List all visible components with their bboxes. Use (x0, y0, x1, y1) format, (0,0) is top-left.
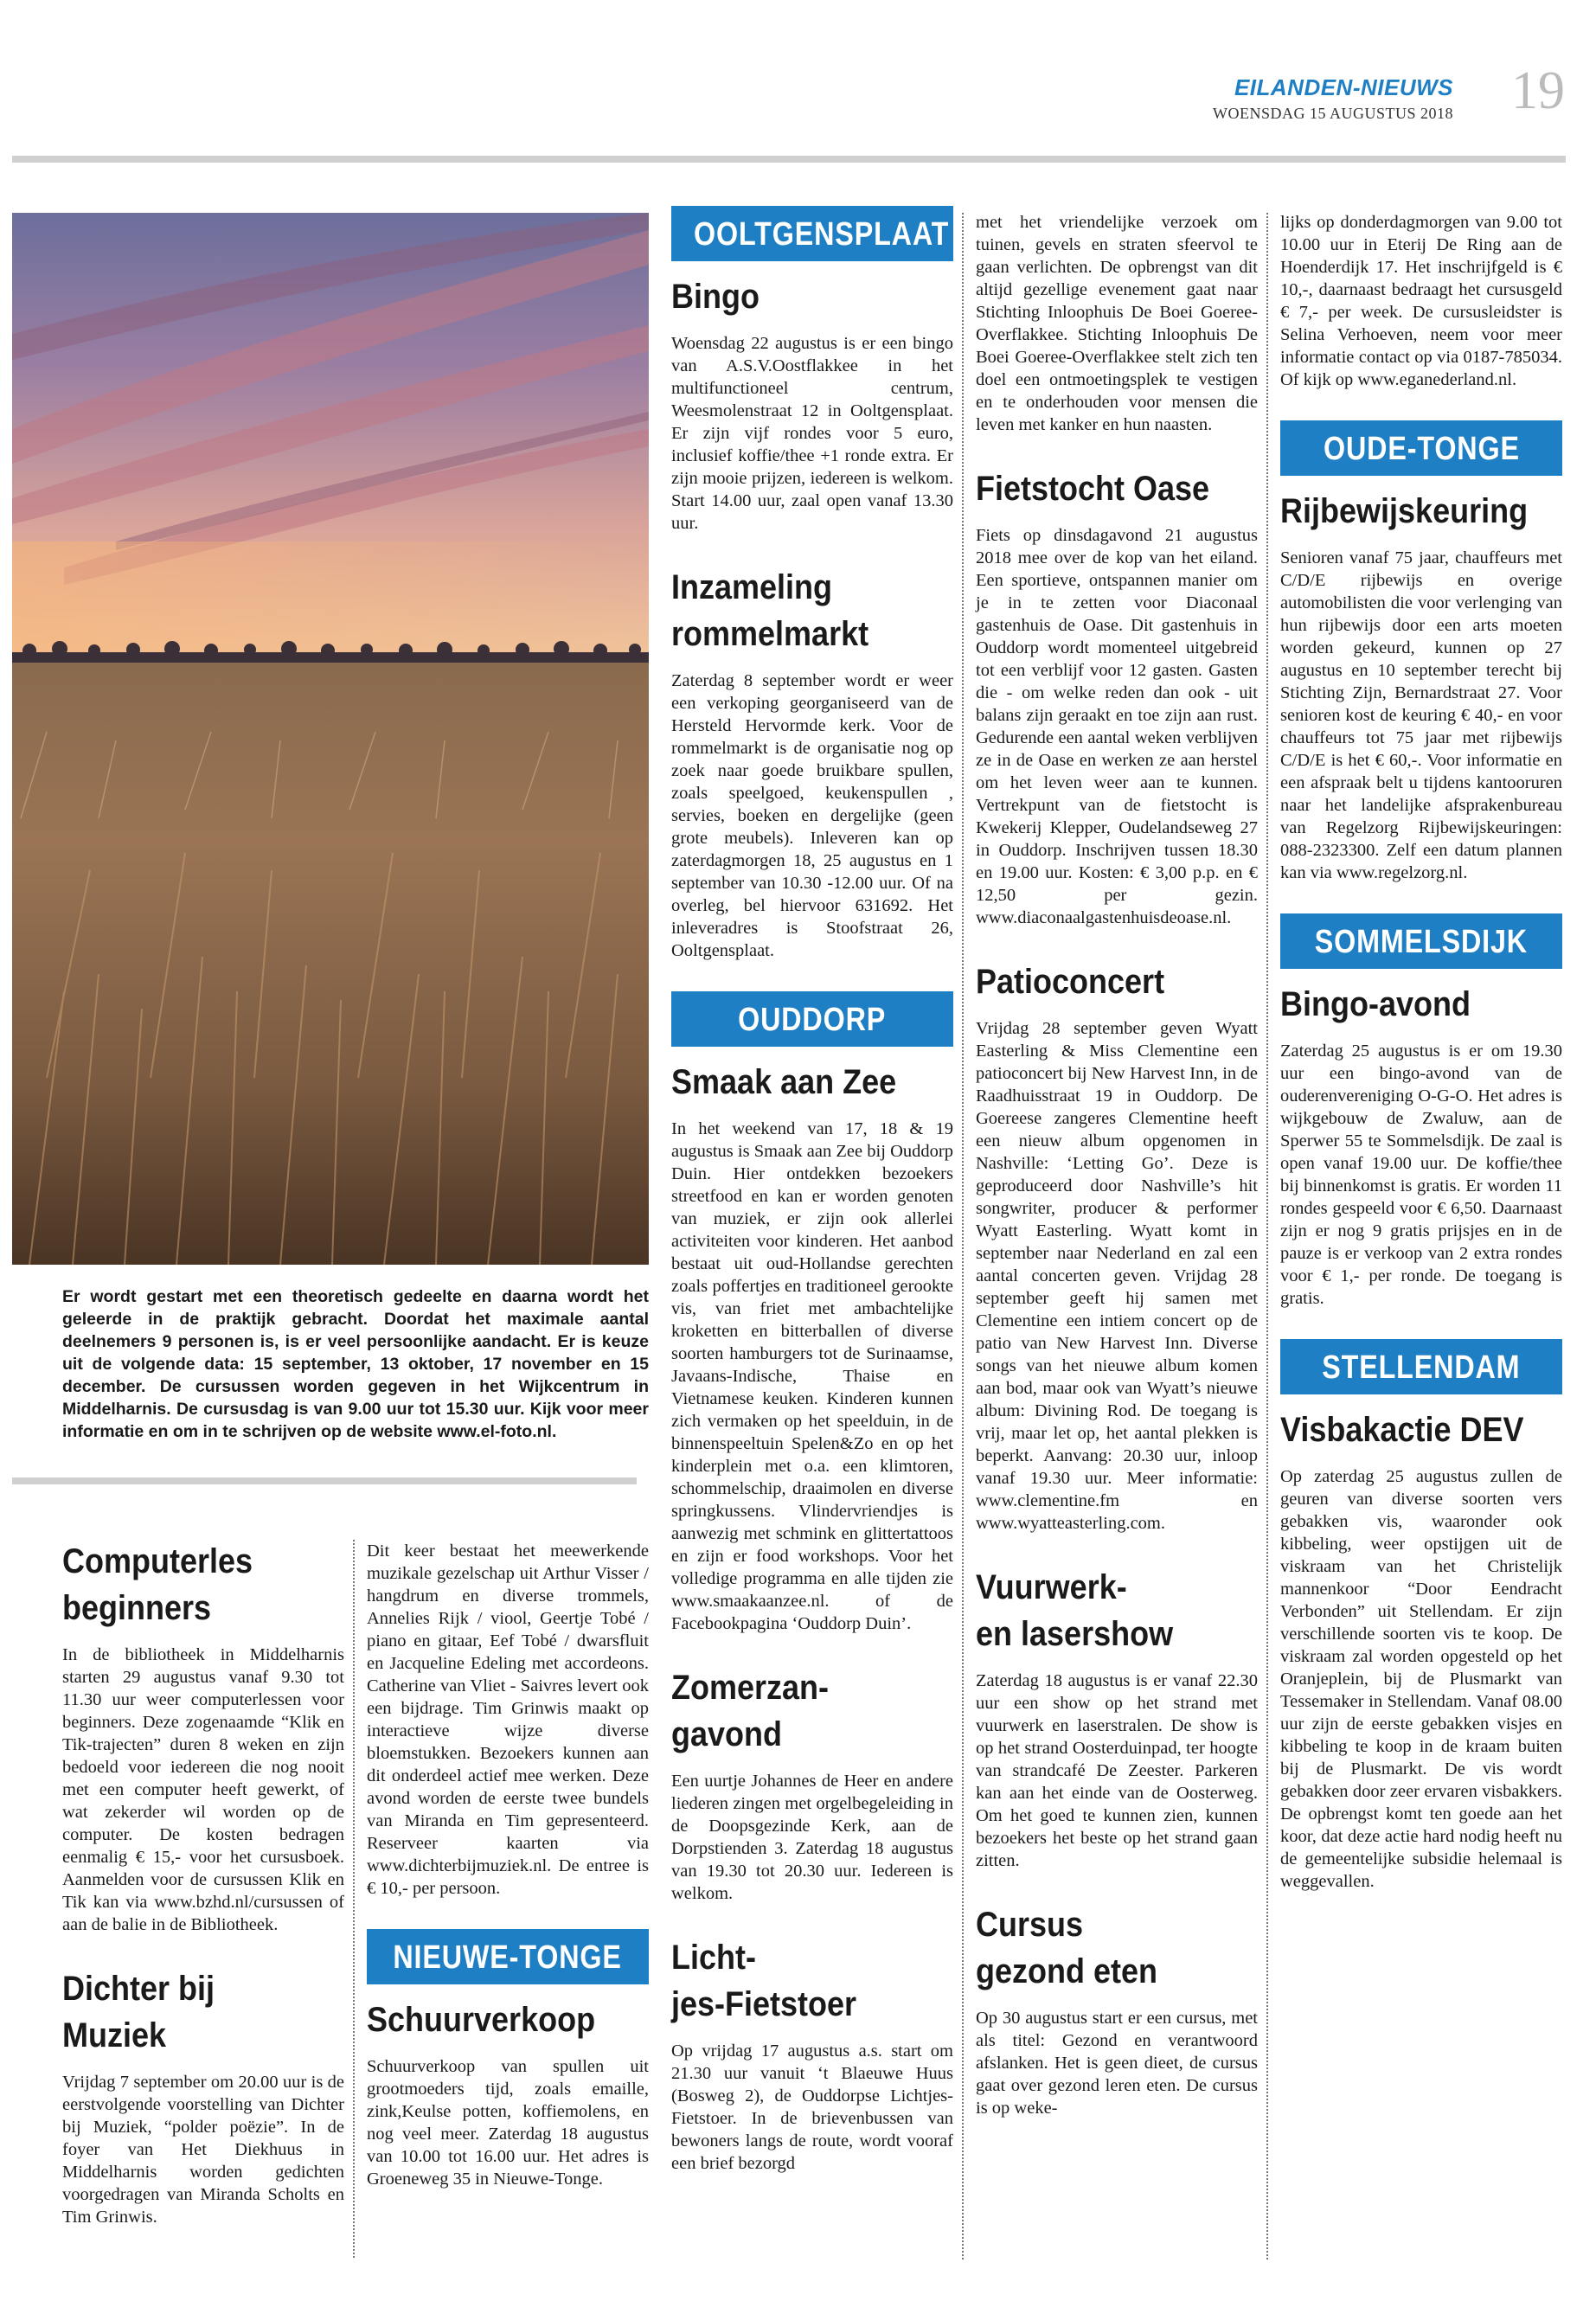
wheat-field-photo (12, 213, 649, 1265)
location-banner-stellendam: STELLENDAM (1280, 1339, 1562, 1394)
column-4 (976, 211, 1258, 2119)
article-body-lichtjes-fietstoer-continued: met het vriendelijke verzoek om tuinen, gevels en straten sfeervol te gaan verlichten. De opbrengst van dit altijd gezellige evenement gaat naar Stichting Inloophuis De Boei Goeree-Overflakkee. Stichting Inloophuis De Boei Goeree-Overflakkee stelt zich ten doel een ontmoetingsplek te vestigen en te onderhouden voor mensen die leven met kanker en hun naasten. (976, 213, 1258, 434)
newspaper-name: EILANDEN-NIEUWS (1234, 74, 1453, 100)
article-body-cursus-gezond-eten-continued: lijks op donderdagmorgen van 9.00 tot 10.00 uur in Eterij De Ring aan de Hoenderdijk 17. Het inschrijfgeld is € 10,-, daarnaast bedraagt het cursusgeld € 7,- per week. De cursusleidster is Selina Verhoeven, neem voor meer informatie contact op via 0187-785034. Of kijk op www.eganederland.nl. (1280, 213, 1562, 389)
location-banner-ooltgensplaat: OOLTGENSPLAAT (671, 206, 953, 261)
location-banner-sommelsdijk: SOMMELSDIJK (1280, 913, 1562, 969)
article-title-schuurverkoop: Schuurverkoop (367, 2001, 596, 2039)
article-body-dichter-bij-muziek-continued: Dit keer bestaat het meewerkende muzikale gezelschap uit Arthur Visser / hangdrum en diverse trommels, Annelies Rijk / viool, Geertje Tobé / piano en gitaar, Eef Tobé / dwarsfluit en Jacqueline Edeling met accordeons. Catherine van Vliet - Saivres levert ook een bijdrage. Tim Grinwis maakt op interactieve wijze diverse bloemstukken. Bezoekers kunnen aan dit onderdeel actief mee werken. Deze avond worden de eerste twee bundels van Miranda en Tim gepresenteerd. Reserveer kaarten via www.dichterbijmuziek.nl. De entree is € 10,- per persoon. (367, 1541, 649, 1898)
article-body-patioconcert: Vrijdag 28 september geven Wyatt Easterling & Miss Clementine een patioconcert bij New Harvest Inn, in de Raadhuisstraat 19 in Ouddorp. De Goereese zangeres Clementine heeft een nieuw album opgenomen in Nashville: ‘Letting Go’. Deze is geproduceerd door Nashville’s hit songwriter, producer & performer Wyatt Easterling. Wyatt komt in september naar Nederland en zal een aantal concerten geven. Vrijdag 28 september geeft hij samen met Clementine een intiem concert op de patio van New Harvest Inn. Diverse songs van het nieuwe album komen aan bod, maar ook van Wyatt’s nieuwe album: Divining Rod. De toegang is vrij, maar let op, het aantal plekken is beperkt. Aanvang: 20.30 uur, inloop vanaf 19.30 uur. Meer informatie: www.clementine.fm en www.wyatteasterling.com. (976, 1019, 1258, 1533)
page-number: 19 (1511, 61, 1565, 120)
article-title-patioconcert: Patioconcert (976, 963, 1165, 1001)
column-divider (962, 213, 964, 2259)
column-5 (1280, 211, 1562, 1893)
column-2 (367, 1540, 649, 2190)
article-title-bingo: Bingo (671, 278, 760, 316)
article-title-smaak-aan-zee: Smaak aan Zee (671, 1063, 897, 1101)
article-body-bingo-avond: Zaterdag 25 augustus is er om 19.30 uur een bingo-avond van de ouderenvereniging O-G-O. Het adres is wijkgebouw de Zwaluw, aan de Sperwer 55 te Sommelsdijk. De zaal is open vanaf 19.00 uur. De koffie/thee bij binnenkomst is gratis. Er worden 11 rondes gespeeld voor € 6,50. Daarnaast zijn er nog 9 gratis prijsjes en in de pauze is er verkoop van 2 extra rondes voor € 1,- per ronde. De toegang is gratis. (1280, 1042, 1562, 1308)
column-divider (1266, 213, 1268, 2259)
article-title-inzameling-rommelmarkt: Inzameling rommelmarkt (671, 568, 869, 653)
article-body-fietstocht-oase: Fiets op dinsdagavond 21 augustus 2018 mee over de kop van het eiland. Een sportieve, ontspannen manier om je in te zetten voor Diaconaal gastenhuis de Oase. Dit gastenhuis in Ouddorp wordt momenteel uitgebreid tot een verblijf voor 12 gasten. Gasten die - om welke reden dan ook - uit balans zijn geraakt en toe zijn aan rust. Gedurende een aantal weken verblijven ze in de Oase en werken ze aan herstel om het leven weer aan te kunnen. Vertrekpunt van de fietstocht is Kwekerij Klepper, Oudelandseweg 27 in Ouddorp. Inschrijven tussen 18.30 en 19.00 uur. Kosten: € 3,00 p.p. en € 12,50 per gezin. www.diaconaalgastenhuisdeoase.nl. (976, 526, 1258, 927)
article-body-smaak-aan-zee: In het weekend van 17, 18 & 19 augustus is Smaak aan Zee bij Ouddorp Duin. Hier ontdekken bezoekers streetfood en kan er worden genoten van muziek, er zijn ook allerlei activiteiten voor kinderen. Het aanbod bestaat uit oud-Hollandse gerechten zoals poffertjes en traditioneel gerookte vis, van friet met ambachtelijke kroketten en bitterballen of diverse soorten hamburgers tot de Surinaamse, Javaans-Indische, Thaise en Vietnamese keuken. Kinderen kunnen zich vermaken op het speelduin, in de binnenspeeltuin Spelen&Zo en op het kinderplein met o.a. een klimtoren, schommelschip, draaimolen en diverse springkussens. Vlindervriendjes is aanwezig met schmink en glittertattoos en zijn er food workshops. Voor het volledige programma en alle tijden zie www.smaakaanzee.nl. of de Facebookpagina ‘Ouddorp Duin’. (671, 1119, 953, 1633)
article-body-cursus-gezond-eten: Op 30 augustus start er een cursus, met als titel: Gezond en verantwoord afslanken. Het is geen dieet, de cursus gaat over gezond leren eten. De cursus is op weke- (976, 2009, 1258, 2118)
top-divider (12, 156, 1566, 163)
location-banner-ouddorp: OUDDORP (671, 991, 953, 1047)
article-body-visbakactie-dev: Op zaterdag 25 augustus zullen de geuren van diverse soorten vers gebakken vis, waaronder ook kibbeling, weer opstijgen uit de viskraam van het Christelijk mannenkoor “Door Eendracht Verbonden” uit Stellendam. Er zijn verschillende soorten vis te koop. De viskraam zal worden opgesteld op het Oranjeplein, bij de Plusmarkt van Tessemaker in Stellendam. Vanaf 08.00 uur zijn de eerste gebakken visjes en kibbeling te koop in de kraam buiten bij de Plusmarkt. De vis wordt gebakken door zeer ervaren visbakkers. De opbrengst komt ten goede aan het koor, dat deze actie hard nodig heeft nu de gemeentelijke subsidie helemaal is weggevallen. (1280, 1467, 1562, 1891)
article-body-zomerzangavond: Een uurtje Johannes de Heer en andere liederen zingen met orgelbegeleiding in de Doopsgezinde Kerk, aan de Dorpstienden 3. Zaterdag 18 augustus van 19.30 tot 20.30 uur. Iedereen is welkom. (671, 1772, 953, 1903)
article-title-visbakactie-dev: Visbakactie DEV (1280, 1411, 1524, 1449)
article-body-rijbewijskeuring: Senioren vanaf 75 jaar, chauffeurs met C/D/E rijbewijs en overige automobilisten die voor verlenging van hun rijbewijs door een arts moeten worden gekeurd, kunnen op 27 augustus en 10 september terecht bij Stichting Zijn, Bernardstraat 27. Voor senioren kost de keuring € 40,- en voor chauffeurs tot 75 jaar met rijbewijs C/D/E is het € 60,-. Voor informatie en een afspraak belt u tijdens kantooruren naar het landelijke afsprakenbureau van Regelzorg Rijbewijskeuringen: 088-2323300. Zelf een datum plannen kan via www.regelzorg.nl. (1280, 548, 1562, 882)
article-title-zomerzangavond: Zomerzan- gavond (671, 1669, 830, 1753)
column-divider (353, 1540, 355, 2258)
article-title-bingo-avond: Bingo-avond (1280, 985, 1471, 1023)
article-body-schuurverkoop: Schuurverkoop van spullen uit grootmoeders tijd, zoals emaille, zink,Keulse potten, koffiemolens, en nog veel meer. Zaterdag 18 augustus van 10.00 tot 16.00 uur. Het adres is Groeneweg 35 in Nieuwe-Tonge. (367, 2057, 649, 2189)
article-body-inzameling-rommelmarkt: Zaterdag 8 september wordt er weer een verkoping georganiseerd van de Hersteld Hervormde kerk. Voor de rommelmarkt is de organisatie nog op zoek naar goede bruikbare spullen, zoals speelgoed, keukenspullen , servies, boeken en dergelijke (geen grote meubels). Inleveren kan op zaterdagmorgen 18, 25 augustus en 1 september van 10.30 -12.00 uur. Of na overleg, bel hiervoor 631692. Het inleveradres is Stoofstraat 26, Ooltgensplaat. (671, 671, 953, 960)
article-body-bingo: Woensdag 22 augustus is er een bingo van A.S.V.Oostflakkee in het multifunctioneel centrum, Weesmolenstraat 12 in Ooltgensplaat. Er zijn vijf rondes voor 5 euro, inclusief koffie/thee +1 ronde extra. Er zijn mooie prijzen, iedereen is welkom. Start 14.00 uur, zaal open vanaf 13.30 uur. (671, 334, 953, 533)
column-3 (671, 206, 953, 2175)
article-body-computerles: In de bibliotheek in Middelharnis starten 29 augustus vanaf 9.30 tot 11.30 uur weer computerlessen voor beginners. Deze zogenaamde “Klik en Tik-trajecten” duren 8 weken en zijn bedoeld voor iedereen die nog nooit met een computer heeft gewerkt, of wat zekerder wil worden op de computer. De kosten bedragen eenmalig € 15,- voor het cursusboek. Aanmelden voor de cursussen Klik en Tik kan via www.bzhd.nl/cursussen of aan de balie in de Bibliotheek. (62, 1645, 344, 1934)
article-title-vuurwerk-lasershow: Vuurwerk- en lasershow (976, 1568, 1174, 1653)
article-title-lichtjes-fietstoer: Licht- jes-Fietstoer (671, 1939, 857, 2023)
column-1 (62, 1538, 344, 2228)
location-banner-nieuwe-tonge: NIEUWE-TONGE (367, 1929, 649, 1984)
caption-divider (12, 1477, 637, 1484)
masthead (1213, 74, 1453, 123)
article-title-dichter-bij-muziek: Dichter bij Muziek (62, 1970, 215, 2054)
photo-caption: Er wordt gestart met een theoretisch gedeelte en daarna wordt het geleerde in de praktijk gebracht. Doordat het maximale aantal deelnemers 9 personen is, is er veel persoonlijke aandacht. Er is keuze uit de volgende data: 15 september, 13 oktober, 17 november en 15 december. De cursussen worden gegeven in het Wijkcentrum in Middelharnis. De cursusdag is van 9.00 uur tot 15.30 uur. Kijk voor meer informatie en om in te schrijven op de website www.el-foto.nl. (62, 1287, 649, 1441)
article-title-fietstocht-oase: Fietstocht Oase (976, 470, 1210, 508)
article-body-dichter-bij-muziek: Vrijdag 7 september om 20.00 uur is de eerstvolgende voorstelling van Dichter bij Muziek, “polder poëzie”. In de foyer van Het Diekhuus in Middelharnis worden gedichten voorgedragen van Miranda Scholts en Tim Grinwis. (62, 2073, 344, 2227)
article-title-rijbewijskeuring: Rijbewijskeuring (1280, 492, 1529, 530)
article-body-lichtjes-fietstoer: Op vrijdag 17 augustus a.s. start om 21.30 uur vanuit ‘t Blaeuwe Huus (Bosweg 2), de Ouddorpse Lichtjes-Fietstoer. In de brievenbussen van bewoners langs de route, wordt vooraf een brief bezorgd (671, 2041, 953, 2173)
issue-date: WOENSDAG 15 AUGUSTUS 2018 (1212, 105, 1453, 122)
article-body-vuurwerk-lasershow: Zaterdag 18 augustus is er vanaf 22.30 uur een show op het strand met vuurwerk en laserstralen. De show is op het strand Oosterduinpad, ter hoogte van strandcafé De Zeester. Parkeren kan aan het einde van de Oosterweg. Om het goed te kunnen zien, kunnen bezoekers het beste op het strand gaan zitten. (976, 1671, 1258, 1870)
article-title-computerles: Computerles beginners (62, 1542, 253, 1627)
article-title-cursus-gezond-eten: Cursus gezond eten (976, 1906, 1158, 1990)
location-banner-oude-tonge: OUDE-TONGE (1280, 420, 1562, 476)
